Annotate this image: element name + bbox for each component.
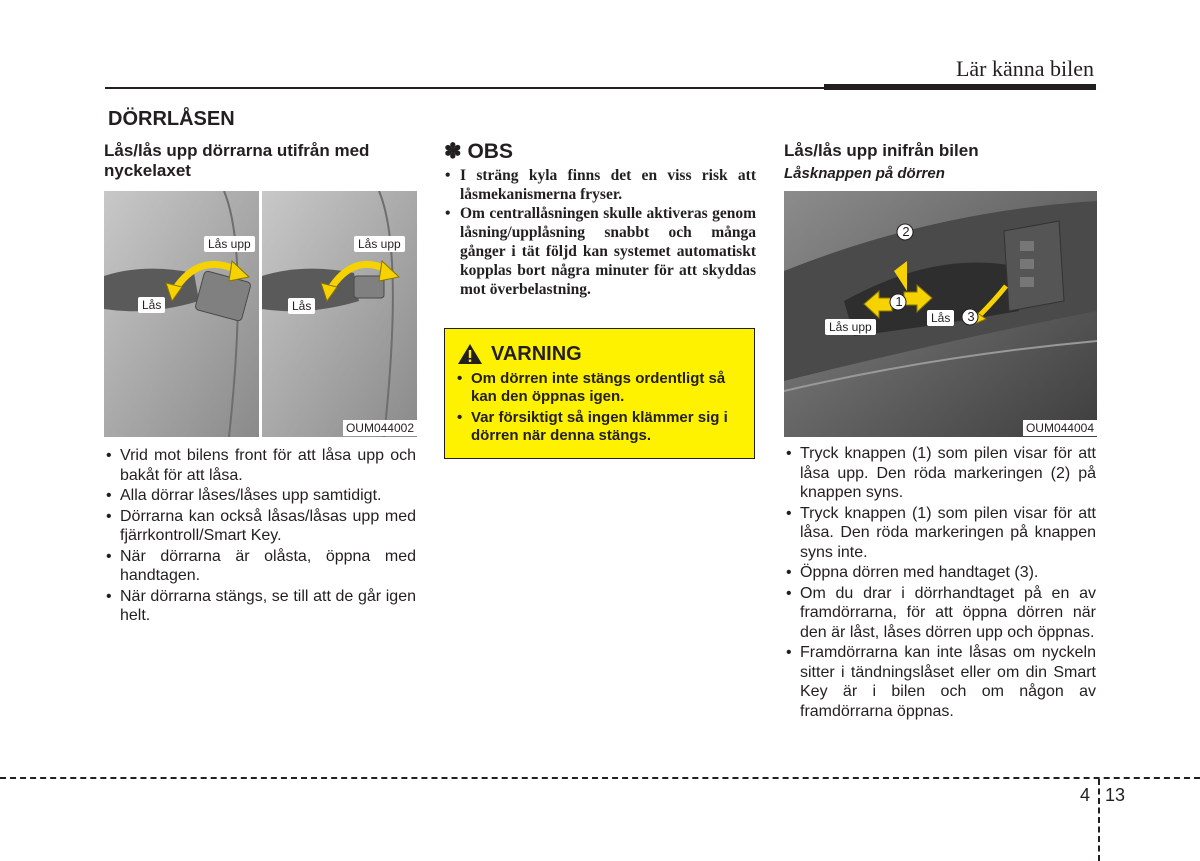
footer-rule bbox=[0, 777, 1200, 779]
header-rule-accent bbox=[824, 84, 1096, 90]
running-header: Lär känna bilen bbox=[955, 56, 1094, 81]
page-number: 13 bbox=[1105, 785, 1126, 805]
marker-3: 3 bbox=[967, 309, 975, 324]
section-title: DÖRRLÅSEN bbox=[108, 108, 235, 130]
chapter-number: 4 bbox=[1080, 785, 1091, 805]
right-subheading: Låsknappen på dörren bbox=[784, 165, 945, 182]
key-lock-figure bbox=[104, 191, 417, 437]
list-item: • Om dörren inte stängs ordentligt så kan den öppnas igen. bbox=[455, 370, 747, 406]
warning-triangle-icon bbox=[457, 343, 483, 365]
list-item: • Om centrallåsningen skulle aktiveras genom låsning/upplåsning snabbt och många gånger i tät följd kan systemet automatiskt kopplas bort några minuter för att skyddas mot överbelastning. bbox=[444, 204, 756, 299]
obs-label: OBS bbox=[467, 140, 513, 163]
list-item: • Framdörrarna kan inte låsas om nyckeln sitter i tändningslåset eller om din Smart Key är i bilen och om någon av framdörrarna öppnas. bbox=[784, 643, 1096, 721]
right-bullet-list bbox=[784, 444, 1096, 722]
key-lock-illustration bbox=[104, 191, 417, 437]
left-heading: Lås/lås upp dörrarna utifrån med nyckelaxet bbox=[104, 141, 370, 180]
list-item: • Öppna dörren med handtaget (3). bbox=[784, 563, 1096, 583]
asterisk-icon: ✽ bbox=[444, 140, 462, 163]
marker-2: 2 bbox=[902, 224, 910, 239]
unlock-label: Lås upp bbox=[825, 319, 876, 335]
list-item: • Alla dörrar låses/låses upp samtidigt. bbox=[104, 486, 416, 506]
unlock-label-right: Lås upp bbox=[354, 236, 405, 252]
list-item: • Vrid mot bilens front för att låsa upp och bakåt för att låsa. bbox=[104, 446, 416, 485]
lock-label: Lås bbox=[927, 310, 954, 326]
list-item: • Var försiktigt så ingen klämmer sig i dörren när denna stängs. bbox=[455, 409, 747, 445]
list-item: • Tryck knappen (1) som pilen visar för att låsa upp. Den röda markeringen (2) på knappen syns. bbox=[784, 444, 1096, 503]
list-item: • Dörrarna kan också låsas/låsas upp med fjärrkontroll/Smart Key. bbox=[104, 507, 416, 546]
warning-header bbox=[457, 341, 582, 367]
inside-lock-figure bbox=[784, 191, 1097, 437]
warning-box bbox=[444, 328, 755, 459]
unlock-label-left: Lås upp bbox=[204, 236, 255, 252]
list-item: • I sträng kyla finns det en viss risk att låsmekanismerna fryser. bbox=[444, 166, 756, 204]
list-item: • När dörrarna är olåsta, öppna med handtagen. bbox=[104, 547, 416, 586]
warning-title: VARNING bbox=[491, 342, 582, 365]
lock-label-right: Lås bbox=[288, 298, 315, 314]
list-item: • Om du drar i dörrhandtaget på en av framdörrarna, för att öppna dörren när den är låst, låses dörren upp och öppnas. bbox=[784, 584, 1096, 643]
obs-title bbox=[444, 139, 513, 164]
figure-code: OUM044004 bbox=[1023, 420, 1097, 436]
list-item: • När dörrarna stängs, se till att de går igen helt. bbox=[104, 587, 416, 626]
figure-code: OUM044002 bbox=[343, 420, 417, 436]
warning-list bbox=[455, 370, 747, 448]
marker-1: 1 bbox=[895, 294, 903, 309]
list-item: • Tryck knappen (1) som pilen visar för att låsa. Den röda markeringen på knappen syns inte. bbox=[784, 504, 1096, 563]
right-heading: Lås/lås upp inifrån bilen bbox=[784, 141, 979, 160]
left-bullet-list bbox=[104, 446, 416, 627]
footer-divider bbox=[1098, 779, 1100, 861]
lock-label-left: Lås bbox=[138, 297, 165, 313]
obs-list bbox=[444, 166, 756, 299]
